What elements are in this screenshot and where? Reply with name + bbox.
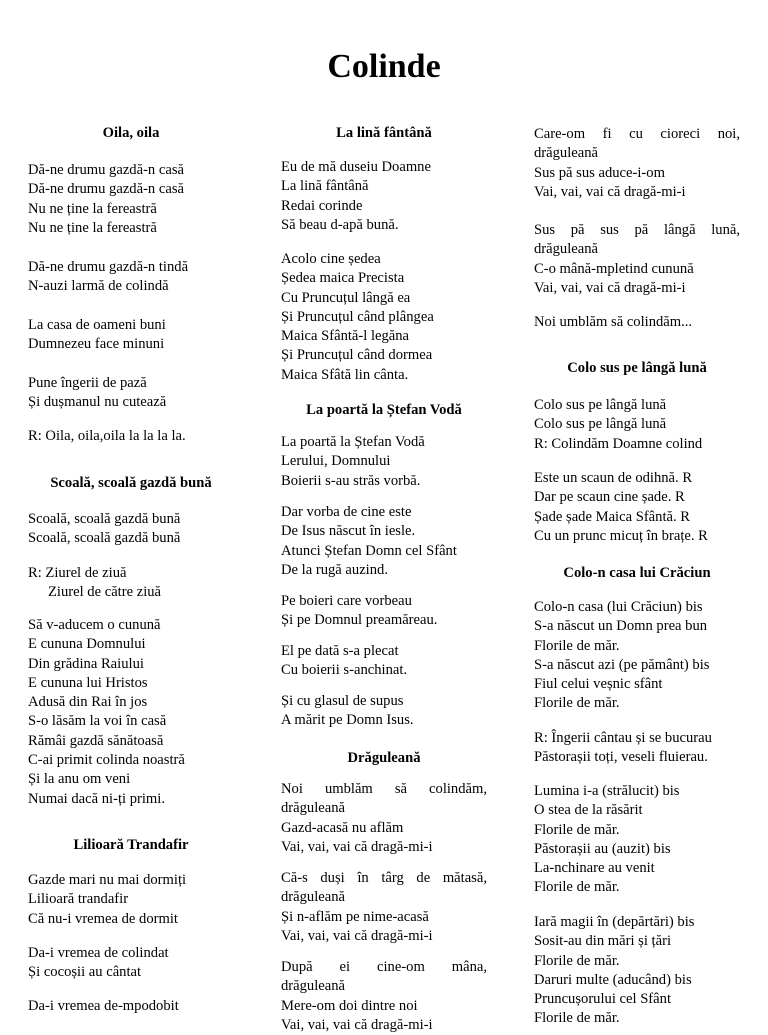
verse-line: Sus pă sus pă lângă lună, (534, 222, 740, 238)
verse-line: Pruncușorului cel Sfânt (534, 991, 671, 1008)
verse-line: S-a născut azi (pe pământ) bis (534, 656, 710, 673)
verse-line: Este un scaun de odihnă. R (534, 470, 693, 486)
verse-line: S-a născut un Domn prea bun (534, 618, 708, 635)
verse-line: C-o mână-mpletind cunună (534, 260, 694, 277)
verse-line: Boierii s-au străs vorbă. (281, 472, 421, 489)
stanza (281, 433, 425, 491)
stanza (281, 780, 487, 857)
stanza (534, 125, 740, 202)
verse-line: Nu ne ține la fereastră (28, 219, 157, 236)
song-heading: Lilioară Trandafir (73, 837, 189, 853)
verse-line: drăguleană (281, 978, 346, 995)
stanza (28, 258, 188, 297)
verse-line: Cu Pruncuțul lângă ea (281, 289, 411, 306)
verse-line: Colo sus pe lângă lună (534, 416, 667, 433)
verse-line: Numai dacă ni-ți primi. (28, 790, 165, 807)
verse-line: La-nchinare au venit (534, 860, 655, 877)
verse-line: Eu de mă duseiu Doamne (281, 159, 431, 175)
verse-line: Fiul celui veșnic sfânt (534, 676, 663, 693)
verse-line: Și cocoșii au cântat (28, 964, 142, 981)
verse-line: Florile de măr. (534, 1010, 620, 1027)
stanza (28, 316, 166, 355)
page-title: Colinde (327, 48, 441, 85)
verse-line: Dar vorba de cine este (281, 504, 412, 520)
verse-line: N-auzi larmă de colindă (28, 278, 169, 295)
verse-line: Dă-ne drumu gazdă-n tindă (28, 259, 189, 275)
verse-line: Care-om fi cu cioreci noi, (534, 126, 740, 142)
verse-line: Noi umblăm să colindăm... (534, 314, 693, 330)
verse-line: Acolo cine ședea (281, 251, 381, 267)
stanza (281, 503, 457, 580)
verse-line: Gazd-acasă nu aflăm (281, 819, 404, 836)
verse-line: De la rugă auzind. (281, 561, 388, 578)
verse-line: Mere-om doi dintre noi (281, 997, 418, 1014)
verse-line: drăguleană (534, 241, 599, 258)
verse-line: Ședea maica Precista (281, 270, 405, 287)
verse-line: Păstorașii au (auzit) bis (534, 840, 671, 857)
verse-line: Sus pă sus aduce-i-om (534, 164, 665, 181)
stanza (534, 396, 702, 454)
verse-line: După ei cine-om mâna, (281, 959, 487, 975)
stanza (281, 692, 414, 731)
stanza (281, 869, 487, 946)
verse-line: R: Colindăm Doamne colind (534, 435, 703, 452)
verse-line: Dă-ne drumu gazdă-n casă (28, 181, 184, 198)
song-heading: Oila, oila (102, 125, 160, 141)
verse-line: Redai corinde (281, 197, 363, 214)
verse-line: Lilioară trandafir (28, 891, 129, 908)
verse-line: Atunci Ștefan Domn cel Sfânt (281, 542, 457, 559)
verse-line: Florile de măr. (534, 952, 620, 969)
verse-line: Adusă din Rai în jos (28, 694, 148, 711)
verse-line: Dar pe scaun cine șade. R (534, 489, 685, 506)
verse-line: Și dușmanul nu cutează (28, 394, 167, 411)
verse-line: Pune îngerii de pază (28, 375, 147, 391)
stanza (28, 944, 169, 983)
stanza (534, 221, 740, 298)
verse-line: O stea de la răsărit (534, 802, 643, 819)
verse-line: Vai, vai, vai că dragă-mi-i (281, 838, 433, 855)
verse-line: Și pe Domnul preamăreau. (281, 612, 438, 629)
verse-line: Cu boierii s-anchinat. (281, 662, 408, 679)
verse-line: Scoală, scoală gazdă bună (28, 511, 181, 527)
verse-line: La lină fântână (281, 178, 369, 195)
verse-line: Florile de măr. (534, 821, 620, 838)
verse-line: drăguleană (281, 800, 346, 817)
verse-line: Sosit-au din mări și țări (534, 933, 672, 950)
verse-line: drăguleană (281, 889, 346, 906)
verse-line: Șade șade Maica Sfântă. R (534, 508, 691, 525)
verse-line: E cununa lui Hristos (28, 674, 148, 691)
verse-line: Florile de măr. (534, 695, 620, 712)
verse-line: Vai, vai, vai că dragă-mi-i (281, 1016, 433, 1033)
verse-line: Dă-ne drumu gazdă-n casă (28, 162, 184, 178)
stanza (281, 642, 407, 681)
song-heading: La lină fântână (336, 125, 432, 141)
stanza (28, 510, 180, 549)
stanza (28, 374, 166, 413)
verse-line: Că nu-i vremea de dormit (28, 910, 178, 927)
verse-line: R: Ziurel de ziuă (28, 565, 127, 581)
stanza (534, 313, 692, 332)
stanza (534, 782, 680, 898)
song-heading: Colo sus pe lângă lună (567, 360, 707, 376)
song-heading: Colo-n casa lui Crăciun (563, 565, 711, 581)
verse-line: Să v-aducem o cunună (28, 617, 161, 633)
verse-line: Gazde mari nu mai dormiți (28, 872, 187, 888)
verse-line: Florile de măr. (534, 637, 620, 654)
verse-line: Din grădina Raiului (28, 655, 144, 672)
verse-line: drăguleană (534, 145, 599, 162)
verse-line: El pe dată s-a plecat (281, 643, 399, 659)
verse-line: Păstorașii toți, veseli fluierau. (534, 749, 708, 766)
stanza (28, 871, 186, 929)
verse-line: Și Pruncuțul când plângea (281, 308, 434, 325)
verse-line: Și Pruncuțul când dormea (281, 347, 433, 364)
stanza (281, 592, 437, 631)
verse-line: Și n-aflăm pe nime-acasă (281, 908, 429, 925)
refrain (28, 427, 186, 446)
verse-line: A mărit pe Domn Isus. (281, 712, 414, 729)
verse-line: S-o lăsăm la voi în casă (28, 713, 167, 730)
verse-line: Cu un prunc micuț în brațe. R (534, 527, 708, 544)
song-heading: Scoală, scoală gazdă bună (50, 475, 212, 491)
verse-line: Colo-n casa (lui Crăciun) bis (534, 599, 703, 615)
verse-line: C-ai primit colinda noastră (28, 752, 185, 769)
stanza (534, 598, 709, 714)
verse-line: Noi umblăm să colindăm, (281, 781, 487, 797)
verse-line: Pe boieri care vorbeau (281, 593, 412, 609)
verse-line: Și cu glasul de supus (281, 693, 404, 709)
verse-line: Ziurel de către ziuă (48, 584, 162, 601)
verse-line: Vai, vai, vai că dragă-mi-i (281, 927, 433, 944)
verse-line: Colo sus pe lângă lună (534, 397, 667, 413)
verse-line: Scoală, scoală gazdă bună (28, 530, 181, 547)
verse-line: R: Îngerii cântau și se bucurau (534, 730, 712, 746)
verse-line: Rămâi gazdă sănătoasă (28, 732, 164, 749)
verse-line: La poartă la Ștefan Vodă (281, 434, 425, 450)
verse-line: Vai, vai, vai că dragă-mi-i (534, 279, 686, 296)
stanza (534, 469, 708, 546)
stanza (28, 616, 185, 809)
verse-line: Dumnezeu face minuni (28, 336, 165, 353)
verse-line: Da-i vremea de-mpodobit (28, 998, 179, 1014)
stanza (281, 250, 434, 385)
verse-line: Că-s duși în târg de mătasă, (281, 870, 487, 886)
verse-line: La casa de oameni buni (28, 317, 166, 333)
verse-line: Și la anu om veni (28, 771, 131, 788)
verse-line: Maica Sfâtă lin cânta. (281, 366, 409, 383)
stanza (28, 161, 184, 238)
verse-line: Să beau d-apă bună. (281, 216, 399, 233)
verse-line: Da-i vremea de colindat (28, 945, 169, 961)
stanza (281, 158, 431, 235)
verse-line: Daruri multe (aducând) bis (534, 971, 692, 988)
song-heading: Drăguleană (347, 750, 421, 766)
verse-line: Maica Sfântă-l legăna (281, 328, 410, 345)
verse-line: Nu ne ține la fereastră (28, 200, 157, 217)
refrain (534, 729, 712, 768)
stanza (281, 958, 487, 1035)
stanza (28, 997, 179, 1016)
refrain (28, 564, 161, 603)
verse-line: Florile de măr. (534, 879, 620, 896)
verse-line: E cununa Domnului (28, 636, 146, 653)
verse-line: Iară magii în (depărtări) bis (534, 914, 695, 930)
verse-line: Lerului, Domnului (281, 453, 391, 470)
verse-line: R: Oila, oila,oila la la la la. (28, 428, 186, 444)
verse-line: Vai, vai, vai că dragă-mi-i (534, 183, 686, 200)
song-heading: La poartă la Ștefan Vodă (306, 402, 462, 418)
verse-line: De Isus născut în iesle. (281, 523, 416, 540)
verse-line: Lumina i-a (strălucit) bis (534, 783, 680, 799)
stanza (534, 913, 694, 1029)
